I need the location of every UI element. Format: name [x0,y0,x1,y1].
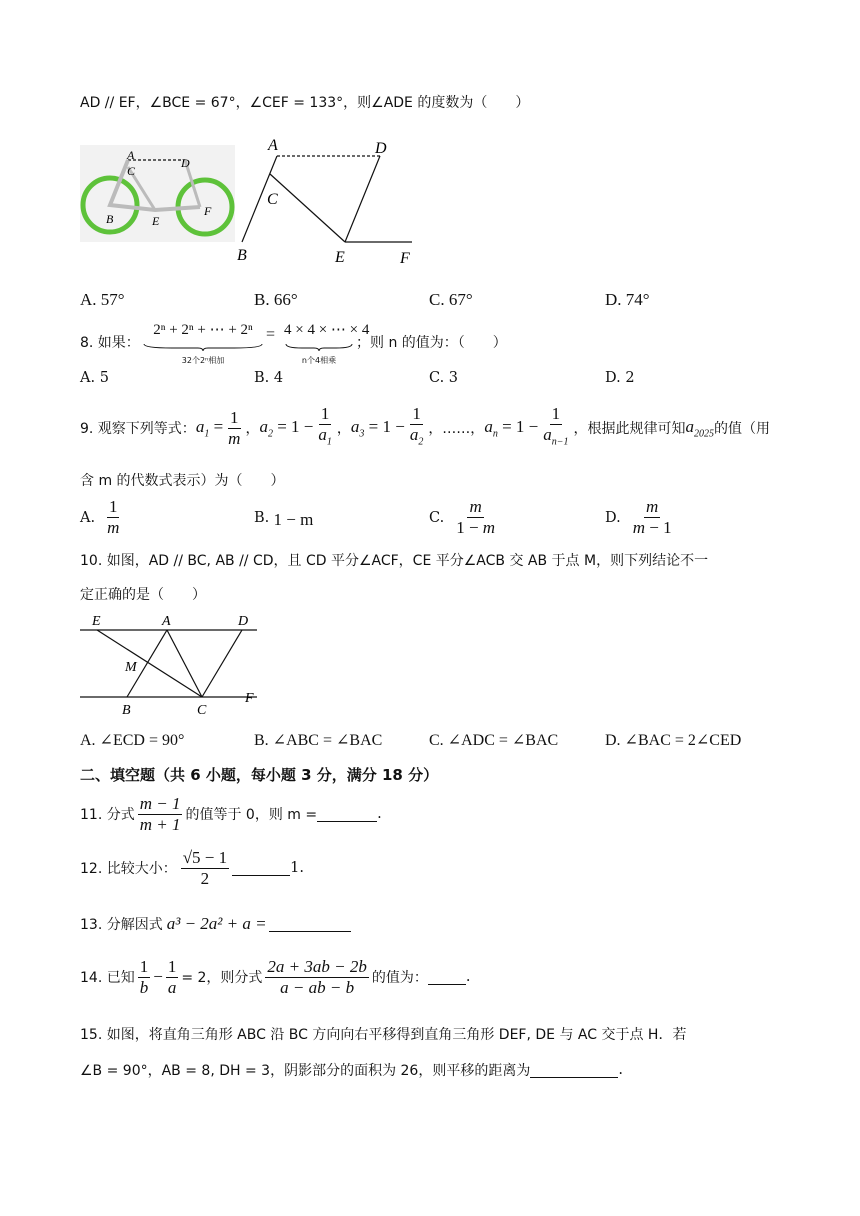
svg-text:A: A [162,614,171,629]
svg-text:B: B [122,703,131,718]
svg-text:E: E [335,249,345,266]
svg-text:E: E [92,614,101,629]
q13: 13. 分解因式 a³ − 2a² + a = [80,914,351,934]
q7-option-c[interactable]: C. 67° [429,290,473,309]
svg-text:F: F [204,204,212,218]
q9-option-d[interactable]: D. $\frac{m}{m - 1}$ [605,497,672,537]
q10-option-a[interactable]: A. ∠ECD = 90° [80,732,185,749]
q7-stem: AD // EF，∠BCE = 67°，∠CEF = 133°，则∠ADE 的度数为（ ） [80,95,530,111]
svg-text:A: A [268,137,278,154]
q7-option-b[interactable]: B. 66° [254,290,298,309]
q7-option-d[interactable]: D. 74° [605,290,650,309]
svg-text:C: C [127,164,136,178]
svg-text:D: D [181,156,190,170]
q8-option-c[interactable]: C. 3 [429,370,459,386]
q8-rhs: 4 × 4 × ⋯ × 4 n个4相乘 [284,322,370,365]
section-2-title: 二、填空题（共 6 小题，每小题 3 分，满分 18 分） [80,766,439,784]
q9-option-c[interactable]: C. $\frac{m}{1 - m}$ [429,497,496,537]
q9-option-b[interactable]: B. 1 − m [254,510,314,529]
q15-line1: 15. 如图，将直角三角形 ABC 沿 BC 方向向右平移得到直角三角形 DEF, DE 与 AC 交于点 H．若 [80,1027,687,1043]
q8-option-a[interactable]: A. 5 [80,370,109,386]
q10-option-d[interactable]: D. ∠BAC = 2∠CED [605,732,742,749]
q8-number: 8. 如果： [80,335,140,351]
q12: 12. 比较大小： $\frac{√5 - 1}{2}$ 1. [80,847,304,888]
svg-text:M: M [125,660,137,675]
q8-lhs: 2ⁿ + 2ⁿ + ⋯ + 2ⁿ 32个2ⁿ相加 [142,320,264,366]
q9-line2: 含 m 的代数式表示）为（ ） [80,473,285,489]
q10-option-b[interactable]: B. ∠ABC = ∠BAC [254,732,383,749]
q7-option-a[interactable]: A. 57° [80,290,125,309]
q9-stem: 9. 观察下列等式： $a_1$ = $\frac{1}{m}$ ， $a_2 = 1$ − $\frac{1}{a_1}$ ， $a_3 = 1$ − $\frac{1}{a_2}$ ，……， $a_n = 1$ − $\frac{1}{a_{n-1}}$ ，根据此规律可知 $a_{2025}$ 的值（用 [80,403,770,448]
q10-figure [75,610,265,720]
q15-line2: ∠B = 90°，AB = 8, DH = 3，阴影部分的面积为 26，则平移的距离为 . [80,1062,623,1079]
svg-text:F: F [245,691,254,706]
q10-line2: 定正确的是（ ） [80,587,206,603]
svg-text:D: D [238,614,249,629]
q12-answer-blank[interactable] [232,861,290,876]
q14-answer-blank[interactable] [428,970,466,985]
svg-text:E: E [152,214,160,228]
q9-option-a[interactable]: A. $\frac{1}{m}$ [80,497,120,537]
q10-line1: 10. 如图，AD // BC, AB // CD，且 CD 平分∠ACF，CE 平分∠ACB 交 AB 于点 M，则下列结论不一 [80,553,709,569]
q10-option-c[interactable]: C. ∠ADC = ∠BAC [429,732,559,749]
q15-answer-blank[interactable] [530,1063,618,1078]
bicycle-photo [80,145,235,242]
svg-text:A: A [127,148,135,162]
q13-answer-blank[interactable] [269,917,351,932]
q8-option-b[interactable]: B. 4 [254,370,284,386]
svg-text:C: C [267,191,278,208]
q8-tail: ；则 n 的值为：（ ） [356,335,507,351]
q8-option-d[interactable]: D. 2 [605,370,635,386]
svg-text:C: C [197,703,207,718]
q11-answer-blank[interactable] [317,807,377,822]
svg-text:B: B [237,247,247,264]
q11: 11. 分式 $\frac{m - 1}{m + 1}$ 的值等于 0，则 m = . [80,793,382,834]
svg-text:F: F [400,250,410,267]
svg-text:B: B [106,212,114,226]
q8-equals: = [266,326,276,343]
svg-text:D: D [375,140,387,157]
q7-figure [232,134,422,269]
q14: 14. 已知 $\frac{1}{b}$ − $\frac{1}{a}$ = 2，则分式 $\frac{2a + 3ab - 2b}{a - ab - b}$ 的值为： . [80,956,471,997]
